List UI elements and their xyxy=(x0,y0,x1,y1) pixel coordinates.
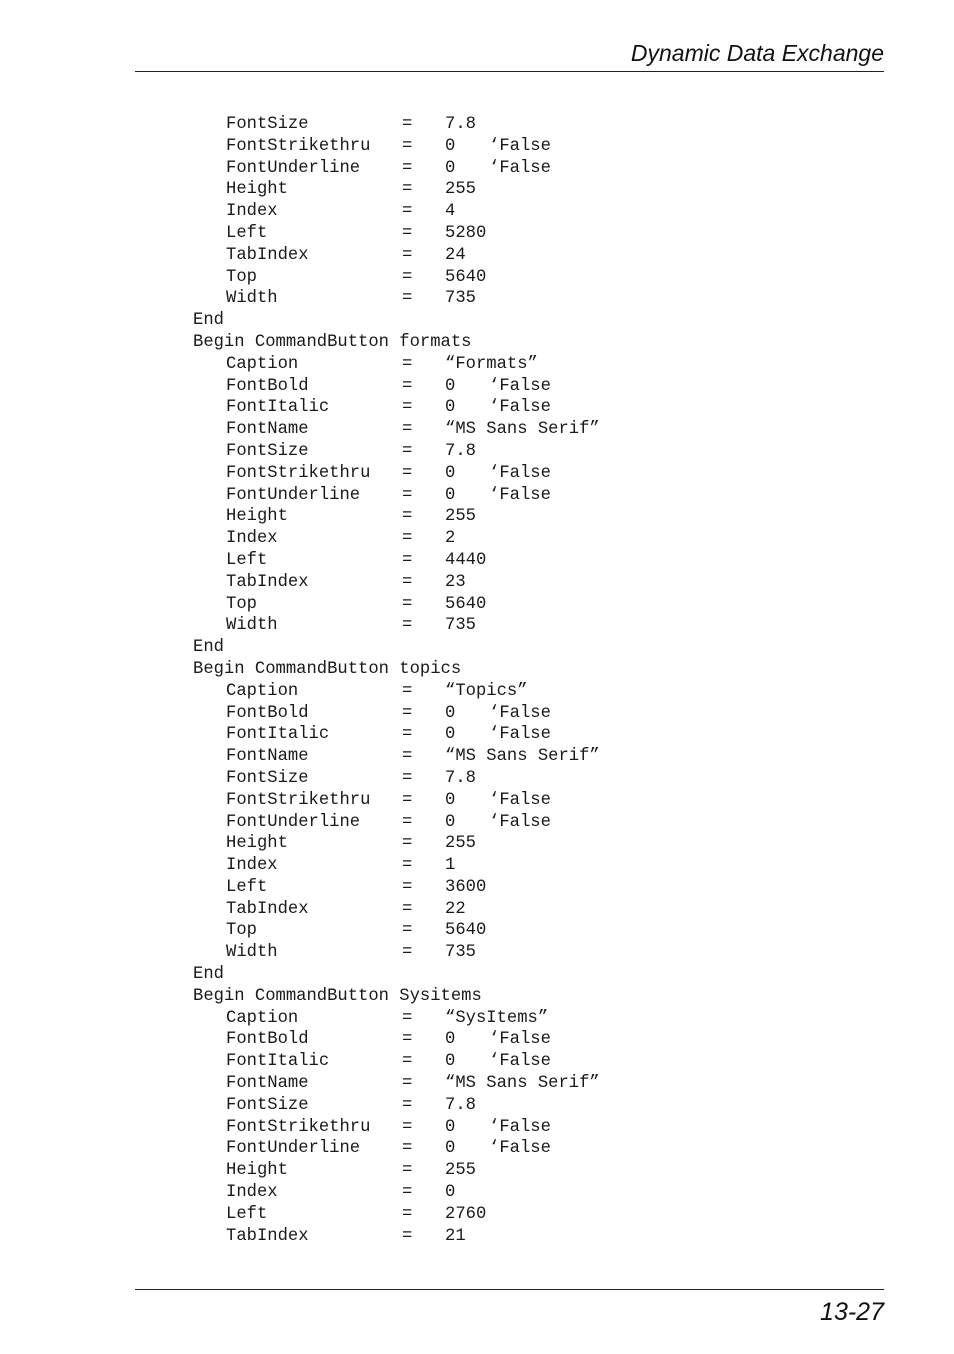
property-value: 5280 xyxy=(445,223,487,243)
property-name: FontName xyxy=(226,1074,309,1094)
code-line-property xyxy=(193,877,813,899)
property-name: Left xyxy=(226,223,268,243)
property-value: 0 xyxy=(445,158,456,178)
equals-sign: = xyxy=(402,1030,413,1050)
property-name: Width xyxy=(226,289,278,309)
equals-sign: = xyxy=(402,376,413,396)
code-line-property xyxy=(193,1138,813,1160)
property-value: 7.8 xyxy=(445,115,476,134)
equals-sign: = xyxy=(402,616,413,636)
code-line-block-statement: End xyxy=(193,965,224,985)
property-comment: ‘False xyxy=(489,790,551,810)
code-line-property xyxy=(193,594,813,616)
code-line-property xyxy=(193,1073,813,1095)
property-name: FontUnderline xyxy=(226,158,361,178)
property-name: TabIndex xyxy=(226,572,309,592)
equals-sign: = xyxy=(402,681,413,701)
equals-sign: = xyxy=(402,529,413,549)
equals-sign: = xyxy=(402,202,413,222)
property-value: 22 xyxy=(445,899,466,919)
code-line-property xyxy=(193,463,813,485)
equals-sign: = xyxy=(402,703,413,723)
property-name: Index xyxy=(226,529,278,549)
code-line-property xyxy=(193,1117,813,1139)
property-comment: ‘False xyxy=(489,725,551,745)
code-line-property xyxy=(193,485,813,507)
property-value: 0 xyxy=(445,376,456,396)
property-name: Top xyxy=(226,594,257,614)
code-line-property xyxy=(193,114,813,136)
property-name: FontSize xyxy=(226,441,309,461)
code-line-property xyxy=(193,920,813,942)
equals-sign: = xyxy=(402,1052,413,1072)
property-value: 0 xyxy=(445,485,456,505)
equals-sign: = xyxy=(402,441,413,461)
code-line-block-statement: Begin CommandButton Sysitems xyxy=(193,986,482,1006)
code-line-property xyxy=(193,288,813,310)
property-name: TabIndex xyxy=(226,899,309,919)
property-name: FontItalic xyxy=(226,398,330,418)
property-name: FontItalic xyxy=(226,1052,330,1072)
equals-sign: = xyxy=(402,1095,413,1115)
code-line-block-statement: Begin CommandButton formats xyxy=(193,332,472,352)
equals-sign: = xyxy=(402,1183,413,1203)
equals-sign: = xyxy=(402,115,413,134)
property-comment: ‘False xyxy=(489,398,551,418)
code-line-property xyxy=(193,376,813,398)
property-value: 0 xyxy=(445,1139,456,1159)
code-line-property xyxy=(193,572,813,594)
code-line-property xyxy=(193,790,813,812)
code-line-property xyxy=(193,158,813,180)
equals-sign: = xyxy=(402,1226,413,1246)
code-line-property xyxy=(193,1029,813,1051)
code-line-property xyxy=(193,1095,813,1117)
property-value: 5640 xyxy=(445,921,487,941)
equals-sign: = xyxy=(402,877,413,897)
property-name: Caption xyxy=(226,681,299,701)
property-name: Left xyxy=(226,877,268,897)
code-line-property xyxy=(193,1182,813,1204)
equals-sign: = xyxy=(402,267,413,287)
equals-sign: = xyxy=(402,594,413,614)
property-name: FontBold xyxy=(226,703,309,723)
equals-sign: = xyxy=(402,834,413,854)
code-line-property xyxy=(193,506,813,528)
property-value: 4 xyxy=(445,202,456,222)
property-name: FontUnderline xyxy=(226,1139,361,1159)
property-value: “MS Sans Serif” xyxy=(445,747,600,767)
property-name: FontSize xyxy=(226,1095,309,1115)
property-comment: ‘False xyxy=(489,1117,551,1137)
equals-sign: = xyxy=(402,768,413,788)
equals-sign: = xyxy=(402,420,413,440)
code-line-property xyxy=(193,681,813,703)
property-name: Height xyxy=(226,180,288,200)
code-line-property xyxy=(193,768,813,790)
property-comment: ‘False xyxy=(489,463,551,483)
equals-sign: = xyxy=(402,463,413,483)
property-name: Caption xyxy=(226,1008,299,1028)
property-value: 255 xyxy=(445,1161,476,1181)
property-value: 7.8 xyxy=(445,768,476,788)
code-line-property xyxy=(193,1051,813,1073)
property-value: 3600 xyxy=(445,877,487,897)
property-value: 0 xyxy=(445,136,456,156)
equals-sign: = xyxy=(402,158,413,178)
equals-sign: = xyxy=(402,943,413,963)
code-listing xyxy=(193,114,813,1254)
equals-sign: = xyxy=(402,550,413,570)
property-name: Top xyxy=(226,267,257,287)
property-value: 0 xyxy=(445,703,456,723)
code-line-property xyxy=(193,441,813,463)
code-line-block-statement: End xyxy=(193,311,224,331)
property-value: 5640 xyxy=(445,594,487,614)
property-value: “Formats” xyxy=(445,354,538,374)
code-line-property xyxy=(193,615,813,637)
property-comment: ‘False xyxy=(489,485,551,505)
code-line-property xyxy=(193,833,813,855)
code-line-block-statement: Begin CommandButton topics xyxy=(193,659,462,679)
property-value: 5640 xyxy=(445,267,487,287)
property-comment: ‘False xyxy=(489,136,551,156)
property-name: TabIndex xyxy=(226,1226,309,1246)
property-name: FontBold xyxy=(226,376,309,396)
code-line-property xyxy=(193,550,813,572)
property-value: 24 xyxy=(445,245,466,265)
code-line-property xyxy=(193,724,813,746)
equals-sign: = xyxy=(402,289,413,309)
property-value: 0 xyxy=(445,463,456,483)
equals-sign: = xyxy=(402,180,413,200)
code-line-block-statement: End xyxy=(193,638,224,658)
running-header-title: Dynamic Data Exchange xyxy=(630,40,884,66)
equals-sign: = xyxy=(402,398,413,418)
property-comment: ‘False xyxy=(489,158,551,178)
property-name: FontName xyxy=(226,747,309,767)
property-name: FontSize xyxy=(226,768,309,788)
property-value: 0 xyxy=(445,398,456,418)
code-line-property xyxy=(193,1204,813,1226)
code-line-property xyxy=(193,1226,813,1248)
code-line-property xyxy=(193,899,813,921)
property-name: Height xyxy=(226,507,288,527)
code-line-property xyxy=(193,942,813,964)
code-line-property xyxy=(193,223,813,245)
property-value: 255 xyxy=(445,834,476,854)
equals-sign: = xyxy=(402,1139,413,1159)
property-name: FontBold xyxy=(226,1030,309,1050)
property-name: FontStrikethru xyxy=(226,1117,371,1137)
property-name: Index xyxy=(226,202,278,222)
equals-sign: = xyxy=(402,1204,413,1224)
code-line-property xyxy=(193,245,813,267)
code-line-property xyxy=(193,1008,813,1030)
code-line-property xyxy=(193,812,813,834)
property-comment: ‘False xyxy=(489,1030,551,1050)
equals-sign: = xyxy=(402,245,413,265)
property-value: 0 xyxy=(445,1117,456,1137)
code-line-property xyxy=(193,179,813,201)
property-name: Width xyxy=(226,616,278,636)
code-line-property xyxy=(193,267,813,289)
equals-sign: = xyxy=(402,1117,413,1137)
code-line-property xyxy=(193,528,813,550)
code-line-property xyxy=(193,703,813,725)
property-name: FontStrikethru xyxy=(226,136,371,156)
property-value: 7.8 xyxy=(445,441,476,461)
code-line-property xyxy=(193,855,813,877)
equals-sign: = xyxy=(402,1074,413,1094)
property-name: FontUnderline xyxy=(226,812,361,832)
equals-sign: = xyxy=(402,1008,413,1028)
equals-sign: = xyxy=(402,507,413,527)
property-value: “MS Sans Serif” xyxy=(445,1074,600,1094)
property-name: Height xyxy=(226,1161,288,1181)
property-value: 735 xyxy=(445,289,476,309)
property-name: FontName xyxy=(226,420,309,440)
property-name: FontItalic xyxy=(226,725,330,745)
property-value: 0 xyxy=(445,1052,456,1072)
property-comment: ‘False xyxy=(489,376,551,396)
equals-sign: = xyxy=(402,136,413,156)
property-name: Width xyxy=(226,943,278,963)
property-name: Top xyxy=(226,921,257,941)
property-value: 255 xyxy=(445,507,476,527)
property-value: 21 xyxy=(445,1226,466,1246)
property-value: 0 xyxy=(445,725,456,745)
property-value: “Topics” xyxy=(445,681,528,701)
header-rule xyxy=(135,71,884,72)
equals-sign: = xyxy=(402,921,413,941)
code-line-property xyxy=(193,1160,813,1182)
equals-sign: = xyxy=(402,354,413,374)
page-number: 13-27 xyxy=(820,1298,884,1326)
code-line-property xyxy=(193,136,813,158)
property-value: 255 xyxy=(445,180,476,200)
equals-sign: = xyxy=(402,856,413,876)
property-name: Index xyxy=(226,1183,278,1203)
equals-sign: = xyxy=(402,812,413,832)
property-value: 0 xyxy=(445,812,456,832)
property-name: TabIndex xyxy=(226,245,309,265)
code-line-property xyxy=(193,419,813,441)
property-name: Left xyxy=(226,1204,268,1224)
property-name: FontStrikethru xyxy=(226,463,371,483)
property-comment: ‘False xyxy=(489,703,551,723)
equals-sign: = xyxy=(402,747,413,767)
property-comment: ‘False xyxy=(489,1052,551,1072)
property-name: FontStrikethru xyxy=(226,790,371,810)
code-line-property xyxy=(193,354,813,376)
code-line-property xyxy=(193,397,813,419)
property-value: “SysItems” xyxy=(445,1008,549,1028)
property-value: 1 xyxy=(445,856,456,876)
equals-sign: = xyxy=(402,485,413,505)
equals-sign: = xyxy=(402,1161,413,1181)
property-name: Index xyxy=(226,856,278,876)
property-value: 23 xyxy=(445,572,466,592)
property-name: Height xyxy=(226,834,288,854)
property-name: FontSize xyxy=(226,115,309,134)
equals-sign: = xyxy=(402,899,413,919)
property-value: 0 xyxy=(445,1183,456,1203)
property-name: Caption xyxy=(226,354,299,374)
property-value: 7.8 xyxy=(445,1095,476,1115)
equals-sign: = xyxy=(402,223,413,243)
property-value: 735 xyxy=(445,943,476,963)
property-value: 0 xyxy=(445,1030,456,1050)
property-value: 0 xyxy=(445,790,456,810)
code-line-property xyxy=(193,201,813,223)
property-name: Left xyxy=(226,550,268,570)
equals-sign: = xyxy=(402,790,413,810)
code-line-property xyxy=(193,746,813,768)
property-value: “MS Sans Serif” xyxy=(445,420,600,440)
equals-sign: = xyxy=(402,572,413,592)
property-value: 4440 xyxy=(445,550,487,570)
property-name: FontUnderline xyxy=(226,485,361,505)
equals-sign: = xyxy=(402,725,413,745)
property-comment: ‘False xyxy=(489,812,551,832)
property-comment: ‘False xyxy=(489,1139,551,1159)
property-value: 735 xyxy=(445,616,476,636)
property-value: 2760 xyxy=(445,1204,487,1224)
footer-rule xyxy=(135,1289,884,1290)
property-value: 2 xyxy=(445,529,456,549)
